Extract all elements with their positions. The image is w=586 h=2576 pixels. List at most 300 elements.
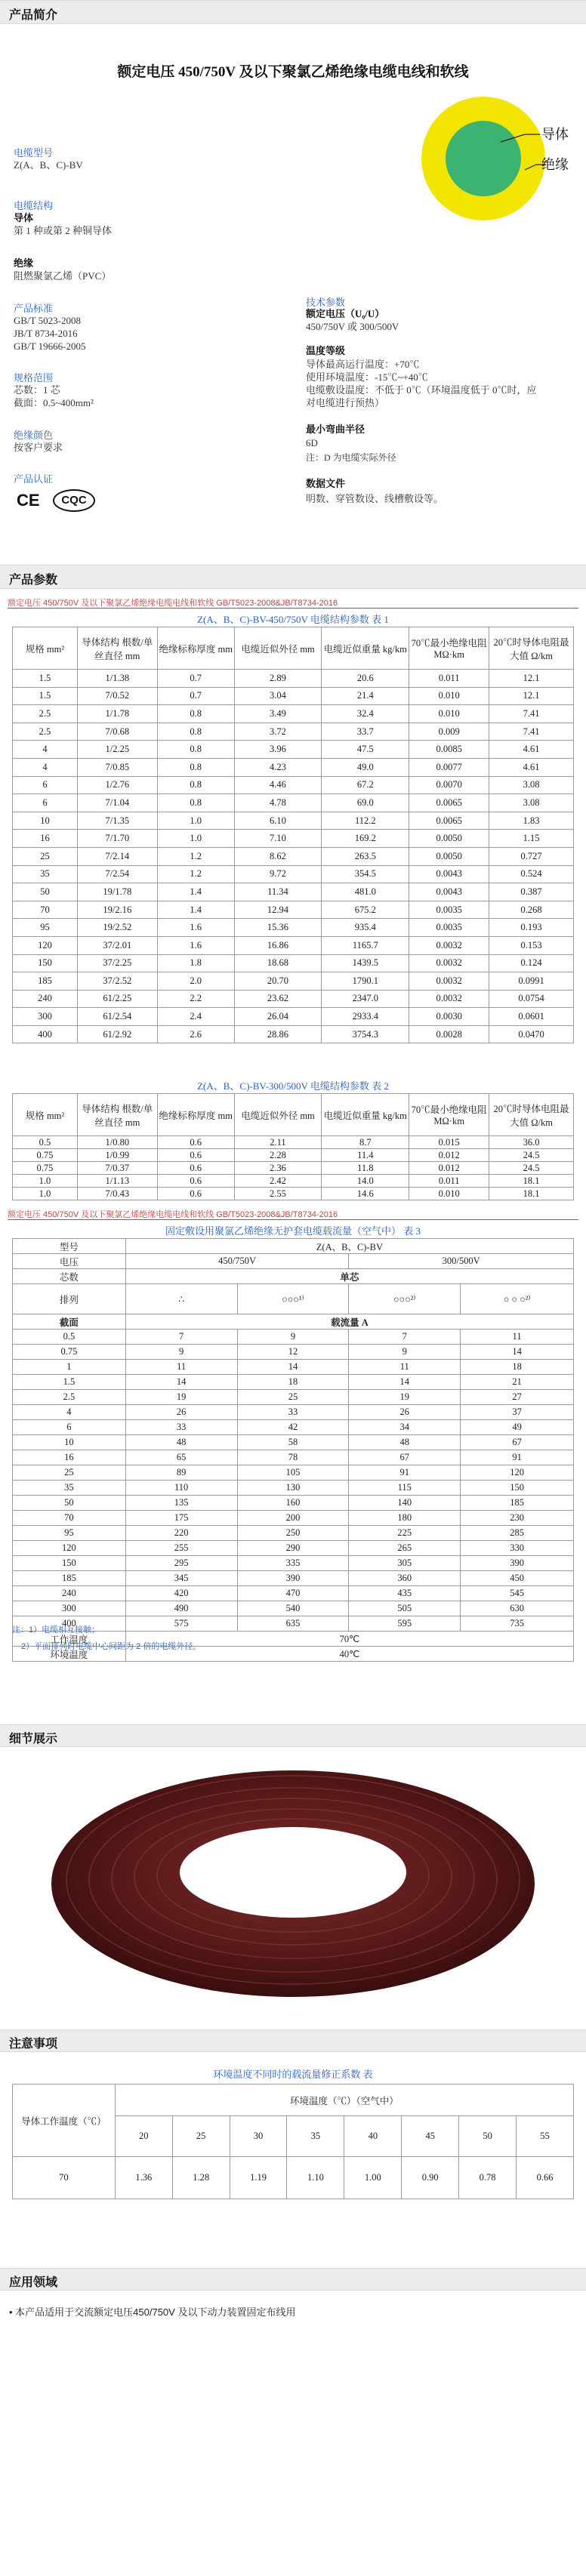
t3-cell: 12	[237, 1345, 349, 1360]
application-text: • 本产品适用于交流额定电压450/750V 及以下动力装置固定布线用	[9, 2306, 296, 2318]
data-title: 数据文件	[306, 478, 346, 489]
t3-row	[13, 1496, 574, 1511]
t3-cell: 33	[237, 1405, 349, 1420]
model-label: 电缆型号	[14, 147, 54, 159]
t1-cell: 120	[13, 936, 78, 954]
t1-cell: 69.0	[322, 794, 409, 812]
t3-cell: 50	[13, 1496, 126, 1511]
t3-cell: 135	[125, 1496, 237, 1511]
t4-cell: 1.10	[287, 2157, 344, 2199]
insulation-title: 绝缘	[14, 257, 34, 269]
t1-head-2: 绝缘标称厚度 mm	[157, 627, 234, 670]
t3-cores-label: 芯数	[13, 1269, 126, 1284]
t1-cell: 6	[13, 776, 78, 794]
t3-cell: 160	[237, 1496, 349, 1511]
t2-cell: 2.55	[234, 1188, 322, 1200]
t3-cell: 540	[237, 1601, 349, 1616]
standard-3: GB/T 19666-2005	[14, 340, 86, 352]
note-2: 2）平面排列时电缆中心间距为 2 倍的电缆外径。	[21, 1642, 202, 1651]
t3-row	[13, 1526, 574, 1541]
t3-cell: 14	[237, 1360, 349, 1375]
t3-cell: 220	[125, 1526, 237, 1541]
conductor-label: 导体	[541, 127, 569, 142]
t4-cell: 1.28	[172, 2157, 230, 2199]
section-detail-title: 细节展示	[9, 1733, 58, 1746]
t1-cell: 26.04	[234, 1008, 322, 1026]
t3-cell: 18	[237, 1375, 349, 1390]
t1-cell: 20.6	[322, 670, 409, 688]
t1-cell: 0.727	[489, 847, 574, 865]
t3-cell: 0.5	[13, 1330, 126, 1345]
t4-row	[13, 2157, 574, 2199]
t1-cell: 0.0070	[409, 776, 489, 794]
t1-cell: 0.7	[157, 670, 234, 688]
t2-cell: 0.75	[13, 1149, 78, 1162]
t1-cell: 1.15	[489, 830, 574, 848]
t3-row	[13, 1360, 574, 1375]
t1-row	[13, 972, 574, 991]
t3-work-temp-label: 工作温度	[13, 1632, 126, 1647]
t3-cell: 91	[461, 1450, 574, 1465]
t2-cell: 0.011	[409, 1175, 489, 1188]
t1-cell: 1.5	[13, 687, 78, 705]
t1-cell: 2933.4	[322, 1008, 409, 1026]
t1-cell: 300	[13, 1008, 78, 1026]
t3-cell: 150	[461, 1481, 574, 1496]
t1-cell: 7/1.04	[77, 794, 157, 812]
t3-cell: 14	[125, 1375, 237, 1390]
t3-cell: 360	[349, 1571, 461, 1586]
t4-temp-header: 40	[344, 2116, 402, 2157]
t2-cell: 7/0.43	[77, 1188, 157, 1200]
t2-cell: 24.5	[489, 1149, 574, 1162]
t3-cell: 21	[461, 1375, 574, 1390]
t1-cell: 32.4	[322, 705, 409, 723]
t3-row	[13, 1571, 574, 1586]
t2-cell: 0.015	[409, 1136, 489, 1149]
t1-cell: 21.4	[322, 687, 409, 705]
t3-cell: 49	[461, 1420, 574, 1435]
product-title: 额定电压 450/750V 及以下聚氯乙烯绝缘电缆电线和软线	[117, 64, 469, 80]
t3-cell: 635	[237, 1616, 349, 1632]
t3-cell: 9	[237, 1330, 349, 1345]
t1-cell: 0.8	[157, 723, 234, 741]
t1-row	[13, 1008, 574, 1026]
t1-cell: 7/1.70	[77, 830, 157, 848]
t3-cell: 285	[461, 1526, 574, 1541]
t3-cell: 230	[461, 1511, 574, 1526]
t3-row	[13, 1465, 574, 1481]
t4-cell: 0.90	[402, 2157, 459, 2199]
t1-cell: 0.0032	[409, 936, 489, 954]
t1-row	[13, 758, 574, 776]
t3-cell: 91	[349, 1465, 461, 1481]
t1-cell: 0.0050	[409, 830, 489, 848]
t3-row	[13, 1541, 574, 1556]
t1-cell: 61/2.92	[77, 1025, 157, 1043]
section-intro-bar	[0, 0, 586, 24]
t2-row	[13, 1162, 574, 1175]
t1-row	[13, 919, 574, 937]
t1-cell: 0.0050	[409, 847, 489, 865]
t1-cell: 61/2.54	[77, 1008, 157, 1026]
t1-cell: 1439.5	[322, 954, 409, 972]
t1-row	[13, 812, 574, 830]
t2-cell: 18.1	[489, 1175, 574, 1188]
t1-cell: 2.89	[234, 670, 322, 688]
t3-row	[13, 1390, 574, 1405]
t1-cell: 11.34	[234, 883, 322, 901]
t3-cell: 34	[349, 1420, 461, 1435]
t3-cell: 35	[13, 1481, 126, 1496]
t2-cell: 14.0	[322, 1175, 409, 1188]
t3-voltage-300: 300/500V	[349, 1254, 574, 1269]
t1-head-6: 20℃时导体电阻最大值 Ω/km	[489, 627, 574, 670]
t3-model-label: 型号	[13, 1239, 126, 1254]
t3-cell: 295	[125, 1556, 237, 1571]
t2-cell: 2.11	[234, 1136, 322, 1149]
t1-cell: 1.6	[157, 936, 234, 954]
table1-caption: Z(A、B、C)-BV-450/750V 电缆结构参数 表 1	[197, 614, 389, 625]
data-value: 明数、穿管数设、线槽敷设等。	[306, 493, 444, 504]
section-application-bar	[0, 2268, 586, 2291]
t3-cell: 225	[349, 1526, 461, 1541]
t1-cell: 61/2.25	[77, 990, 157, 1008]
t1-row	[13, 990, 574, 1008]
t1-cell: 0.010	[409, 705, 489, 723]
t1-cell: 37/2.01	[77, 936, 157, 954]
t3-cell: 11	[349, 1360, 461, 1375]
t1-cell: 3.04	[234, 687, 322, 705]
bend-label: 最小弯曲半径	[306, 424, 365, 435]
model-value: Z(A、B、C)-BV	[14, 159, 83, 171]
t2-row	[13, 1188, 574, 1200]
t1-cell: 675.2	[322, 901, 409, 919]
t3-cell: 27	[461, 1390, 574, 1405]
t2-cell: 1/0.80	[77, 1136, 157, 1149]
t1-cell: 263.5	[322, 847, 409, 865]
t3-cell: 300	[13, 1601, 126, 1616]
t1-cell: 1.2	[157, 847, 234, 865]
section-application-title: 应用领域	[9, 2276, 58, 2289]
t1-cell: 0.7	[157, 687, 234, 705]
t3-cell: 200	[237, 1511, 349, 1526]
section-value: 截面：0.5~400mm²	[14, 397, 94, 408]
standard-red-label-2: 额定电压 450/750V 及以下聚氯乙烯绝缘电缆电线和软线 GB/T5023-2008&JB/T8734-2016	[8, 1210, 338, 1219]
t3-cell: 25	[237, 1390, 349, 1405]
t2-cell: 0.6	[157, 1136, 234, 1149]
t1-cell: 7/2.54	[77, 865, 157, 883]
table4-correction-factor	[12, 2084, 574, 2199]
t1-cell: 70	[13, 901, 78, 919]
t3-cell: 65	[125, 1450, 237, 1465]
t1-cell: 10	[13, 812, 78, 830]
t2-head-4: 电缆近似重量 kg/km	[322, 1094, 409, 1136]
t1-cell: 19/1.78	[77, 883, 157, 901]
t2-cell: 0.6	[157, 1175, 234, 1188]
t2-cell: 8.7	[322, 1136, 409, 1149]
t3-cell: 1	[13, 1360, 126, 1375]
t2-head-5: 70℃最小绝缘电阻 MΩ·km	[409, 1094, 489, 1136]
t1-cell: 1790.1	[322, 972, 409, 991]
bend-note: 注：D 为电缆实际外径	[306, 452, 396, 463]
t1-row	[13, 901, 574, 919]
t1-cell: 19/2.52	[77, 919, 157, 937]
t3-cell: 19	[125, 1390, 237, 1405]
t3-cell: 11	[461, 1330, 574, 1345]
t1-cell: 7/0.52	[77, 687, 157, 705]
t3-cell: 175	[125, 1511, 237, 1526]
t3-current-label: 载流量 A	[125, 1314, 573, 1330]
t1-cell: 0.8	[157, 776, 234, 794]
t1-cell: 0.124	[489, 954, 574, 972]
t1-cell: 2347.0	[322, 990, 409, 1008]
t2-cell: 0.010	[409, 1188, 489, 1200]
t1-cell: 4.46	[234, 776, 322, 794]
t1-cell: 1.4	[157, 883, 234, 901]
t3-cell: 120	[461, 1465, 574, 1481]
t1-cell: 3.96	[234, 741, 322, 759]
t3-cell: 7	[125, 1330, 237, 1345]
t3-cell: 250	[237, 1526, 349, 1541]
t1-cell: 4	[13, 758, 78, 776]
t2-cell: 0.5	[13, 1136, 78, 1149]
t1-cell: 1/2.25	[77, 741, 157, 759]
t1-cell: 7/2.14	[77, 847, 157, 865]
t1-cell: 6	[13, 794, 78, 812]
t3-cell: 265	[349, 1541, 461, 1556]
table2-structure-300-500	[12, 1093, 574, 1200]
t3-cell: 180	[349, 1511, 461, 1526]
temp-line-2: 使用环境温度：-15℃~+40℃	[306, 371, 428, 383]
structure-label: 电缆结构	[14, 200, 54, 211]
t1-cell: 2.4	[157, 1008, 234, 1026]
t1-cell: 935.4	[322, 919, 409, 937]
t1-cell: 2.5	[13, 705, 78, 723]
t3-cell: 110	[125, 1481, 237, 1496]
t3-cell: 9	[125, 1345, 237, 1360]
t3-row	[13, 1405, 574, 1420]
t3-cell: 335	[237, 1556, 349, 1571]
t4-temp-header: 35	[287, 2116, 344, 2157]
t3-cell: 255	[125, 1541, 237, 1556]
t1-cell: 4	[13, 741, 78, 759]
t1-cell: 23.62	[234, 990, 322, 1008]
t1-cell: 0.0043	[409, 865, 489, 883]
t2-head-0: 规格 mm²	[13, 1094, 78, 1136]
t2-cell: 1/0.99	[77, 1149, 157, 1162]
t1-cell: 7.41	[489, 723, 574, 741]
t1-cell: 12.94	[234, 901, 322, 919]
t3-row	[13, 1586, 574, 1601]
t1-cell: 6.10	[234, 812, 322, 830]
t1-cell: 9.72	[234, 865, 322, 883]
t3-cell: 11	[125, 1360, 237, 1375]
t3-cell: 58	[237, 1435, 349, 1450]
t1-cell: 7/0.68	[77, 723, 157, 741]
t3-cell: 305	[349, 1556, 461, 1571]
t1-cell: 3754.3	[322, 1025, 409, 1043]
t1-cell: 150	[13, 954, 78, 972]
t1-cell: 19/2.16	[77, 901, 157, 919]
t3-cell: 0.75	[13, 1345, 126, 1360]
t3-row	[13, 1330, 574, 1345]
t3-cell: 140	[349, 1496, 461, 1511]
t4-cell: 0.78	[459, 2157, 517, 2199]
t3-row	[13, 1375, 574, 1390]
t1-cell: 0.8	[157, 758, 234, 776]
t1-cell: 3.08	[489, 794, 574, 812]
t3-cell: 9	[349, 1345, 461, 1360]
t3-cell: 420	[125, 1586, 237, 1601]
t3-cell: 7	[349, 1330, 461, 1345]
section-notice-bar	[0, 2029, 586, 2052]
t1-head-1: 导体结构 根数/单丝直径 mm	[77, 627, 157, 670]
t1-cell: 20.70	[234, 972, 322, 991]
temp-title: 温度等级	[306, 345, 346, 356]
t1-cell: 8.62	[234, 847, 322, 865]
t4-temp-header: 30	[230, 2116, 287, 2157]
t1-cell: 0.0065	[409, 794, 489, 812]
t1-row	[13, 670, 574, 688]
t3-cell: 67	[349, 1450, 461, 1465]
t2-row	[13, 1175, 574, 1188]
t3-voltage-450: 450/750V	[125, 1254, 349, 1269]
t1-cell: 0.0991	[489, 972, 574, 991]
t1-cell: 3.49	[234, 705, 322, 723]
t1-cell: 0.193	[489, 919, 574, 937]
t1-cell: 7.10	[234, 830, 322, 848]
t1-cell: 18.68	[234, 954, 322, 972]
t3-cell: 390	[461, 1556, 574, 1571]
t1-cell: 0.524	[489, 865, 574, 883]
t1-cell: 2.6	[157, 1025, 234, 1043]
t1-row	[13, 883, 574, 901]
t2-cell: 2.28	[234, 1149, 322, 1162]
t1-cell: 354.5	[322, 865, 409, 883]
t3-row	[13, 1556, 574, 1571]
cable-cross-section-diagram	[412, 83, 570, 234]
cert-label: 产品认证	[14, 473, 54, 485]
t2-cell: 0.6	[157, 1149, 234, 1162]
t4-temp-header: 55	[517, 2116, 574, 2157]
t3-cell: 450	[461, 1571, 574, 1586]
t1-cell: 2.2	[157, 990, 234, 1008]
t1-cell: 2.0	[157, 972, 234, 991]
conductor-title: 导体	[14, 212, 34, 223]
t1-cell: 400	[13, 1025, 78, 1043]
t1-cell: 1/2.76	[77, 776, 157, 794]
t1-cell: 3.08	[489, 776, 574, 794]
section-detail-bar	[0, 1724, 586, 1747]
section-params-bar	[0, 565, 586, 589]
t3-row	[13, 1601, 574, 1616]
t3-cell: 290	[237, 1541, 349, 1556]
t4-row-header: 导体工作温度（℃）	[13, 2085, 116, 2157]
t1-cell: 1.0	[157, 830, 234, 848]
t1-cell: 95	[13, 919, 78, 937]
t3-cell: 2.5	[13, 1390, 126, 1405]
section-notice-title: 注意事项	[9, 2038, 58, 2051]
t1-cell: 1.5	[13, 670, 78, 688]
t3-arrange-trefoil-icon: ∴	[125, 1284, 237, 1314]
t3-env-temp-label: 环境温度	[13, 1647, 126, 1662]
table3-caption: 固定敷设用聚氯乙烯绝缘无护套电缆载流量（空气中） 表 3	[165, 1225, 421, 1237]
note-1: 注：1）电缆相互接触；	[12, 1625, 100, 1635]
t3-cell: 345	[125, 1571, 237, 1586]
section-intro-title: 产品简介	[9, 9, 58, 22]
t1-cell: 0.0028	[409, 1025, 489, 1043]
t1-cell: 12.1	[489, 687, 574, 705]
standard-label: 产品标准	[14, 303, 54, 314]
t3-arrange-label: 排列	[13, 1284, 126, 1314]
conductor-core	[446, 121, 521, 196]
t1-row	[13, 847, 574, 865]
t2-cell: 1.0	[13, 1175, 78, 1188]
t1-cell: 0.0032	[409, 972, 489, 991]
t3-cell: 1.5	[13, 1375, 126, 1390]
t3-cell: 67	[461, 1435, 574, 1450]
t3-cell: 10	[13, 1435, 126, 1450]
t2-cell: 2.42	[234, 1175, 322, 1188]
t4-temp-header: 45	[402, 2116, 459, 2157]
t3-model-value: Z(A、B、C)-BV	[125, 1239, 573, 1254]
t1-row	[13, 1025, 574, 1043]
t4-temp-header: 20	[115, 2116, 172, 2157]
t2-head-3: 电缆近似外径 mm	[234, 1094, 322, 1136]
t1-cell: 67.2	[322, 776, 409, 794]
t1-cell: 0.268	[489, 901, 574, 919]
t1-cell: 0.8	[157, 794, 234, 812]
t1-cell: 37/2.52	[77, 972, 157, 991]
t1-cell: 16.86	[234, 936, 322, 954]
t1-cell: 37/2.25	[77, 954, 157, 972]
t1-cell: 28.86	[234, 1025, 322, 1043]
t1-cell: 112.2	[322, 812, 409, 830]
t3-cell: 26	[125, 1405, 237, 1420]
t3-cell: 630	[461, 1601, 574, 1616]
t1-row	[13, 830, 574, 848]
t2-row	[13, 1149, 574, 1162]
t3-cell: 390	[237, 1571, 349, 1586]
t1-cell: 0.0035	[409, 901, 489, 919]
standard-red-label-1: 额定电压 450/750V 及以下聚氯乙烯绝缘电缆电线和软线 GB/T5023-2008&JB/T8734-2016	[8, 599, 338, 608]
t2-head-2: 绝缘标称厚度 mm	[157, 1094, 234, 1136]
t3-cores-value: 单芯	[125, 1269, 573, 1284]
t3-cell: 42	[237, 1420, 349, 1435]
t3-row	[13, 1420, 574, 1435]
t1-cell: 0.0043	[409, 883, 489, 901]
t1-head-0: 规格 mm²	[13, 627, 78, 670]
t3-cell: 330	[461, 1541, 574, 1556]
t1-cell: 1.0	[157, 812, 234, 830]
t2-cell: 11.4	[322, 1149, 409, 1162]
t1-row	[13, 794, 574, 812]
spec-label: 规格范围	[14, 372, 54, 384]
t1-cell: 4.78	[234, 794, 322, 812]
t3-cell: 105	[237, 1465, 349, 1481]
t1-cell: 481.0	[322, 883, 409, 901]
t1-cell: 0.0035	[409, 919, 489, 937]
t1-row	[13, 776, 574, 794]
t3-cell: 120	[13, 1541, 126, 1556]
t3-cell: 33	[125, 1420, 237, 1435]
t3-section-label: 截面	[13, 1314, 126, 1330]
t2-cell: 0.6	[157, 1162, 234, 1175]
t1-cell: 0.010	[409, 687, 489, 705]
table1-structure-450-750	[12, 627, 574, 1043]
t3-cell: 14	[461, 1345, 574, 1360]
